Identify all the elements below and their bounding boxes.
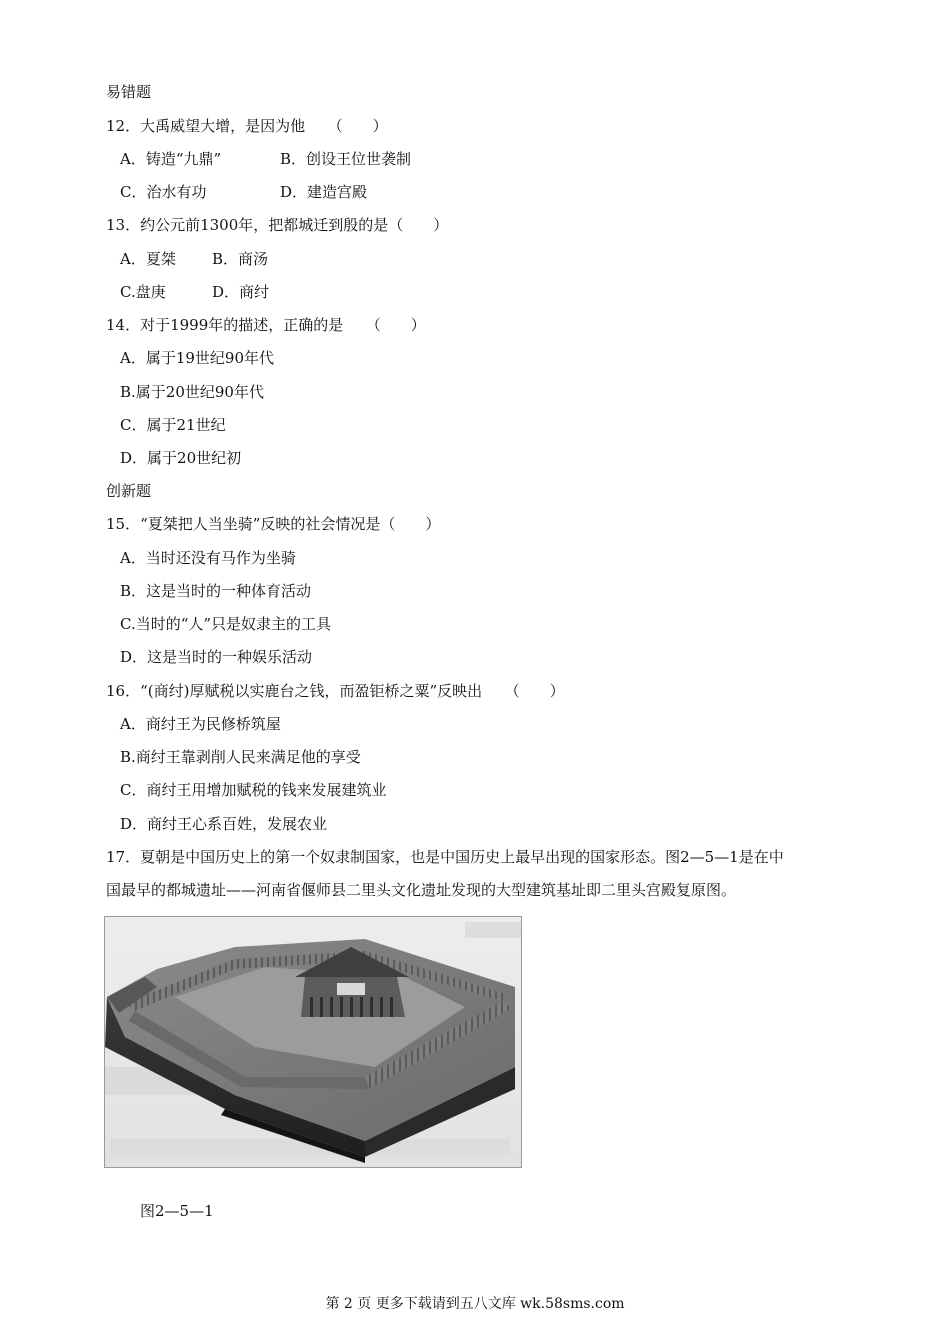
q15-option-b: B．这是当时的一种体育活动	[120, 582, 312, 600]
q14-option-b: B.属于20世纪90年代	[120, 383, 264, 401]
q12-option-b: B．创设王位世袭制	[280, 150, 412, 168]
q16-option-a: A．商纣王为民修桥筑屋	[120, 715, 281, 733]
figure-caption: 图2—5—1	[140, 1202, 214, 1220]
page-footer: 第 2 页 更多下载请到五八文库 wk.58sms.com	[325, 1296, 625, 1312]
q15-option-c: C.当时的“人”只是奴隶主的工具	[120, 615, 332, 633]
q14-option-a: A．属于19世纪90年代	[120, 349, 275, 367]
q16-stem: 16．“(商纣)厚赋税以实鹿台之钱，而盈钜桥之粟”反映出 （ ）	[106, 682, 565, 700]
q12-option-d: D．建造宫殿	[280, 183, 368, 201]
q13-option-c: C.盘庚	[120, 283, 166, 301]
palace-illustration	[105, 917, 521, 1167]
q15-option-d: D．这是当时的一种娱乐活动	[120, 648, 313, 666]
erlitou-palace-image	[104, 916, 522, 1168]
q16-option-d: D．商纣王心系百姓，发展农业	[120, 815, 328, 833]
q17-text-line2: 国最早的都城遗址——河南省偃师县二里头文化遗址发现的大型建筑基址即二里头宫殿复原图。	[106, 881, 737, 899]
section-innovation: 创新题	[106, 482, 152, 500]
q17-text-line1: 17．夏朝是中国历史上的第一个奴隶制国家，也是中国历史上最早出现的国家形态。图2—5—1是在中	[106, 848, 784, 866]
q16-option-c: C．商纣王用增加赋税的钱来发展建筑业	[120, 781, 387, 799]
q13-stem: 13．约公元前1300年，把都城迁到殷的是（ ）	[106, 216, 449, 234]
q15-stem: 15．“夏桀把人当坐骑”反映的社会情况是（ ）	[106, 515, 441, 533]
q13-option-d: D．商纣	[212, 283, 270, 301]
q15-option-a: A．当时还没有马作为坐骑	[120, 549, 296, 567]
q14-stem: 14．对于1999年的描述，正确的是 （ ）	[106, 316, 426, 334]
q13-option-b: B．商汤	[212, 250, 269, 268]
q12-stem: 12．大禹威望大增，是因为他 （ ）	[106, 117, 388, 135]
q16-option-b: B.商纣王靠剥削人民来满足他的享受	[120, 748, 361, 766]
q14-option-d: D．属于20世纪初	[120, 449, 242, 467]
q14-option-c: C．属于21世纪	[120, 416, 226, 434]
q13-option-a: A．夏桀	[120, 250, 176, 268]
q12-option-a: A．铸造“九鼎”	[120, 150, 222, 168]
section-easy-mistake: 易错题	[106, 83, 152, 101]
q12-option-c: C．治水有功	[120, 183, 207, 201]
